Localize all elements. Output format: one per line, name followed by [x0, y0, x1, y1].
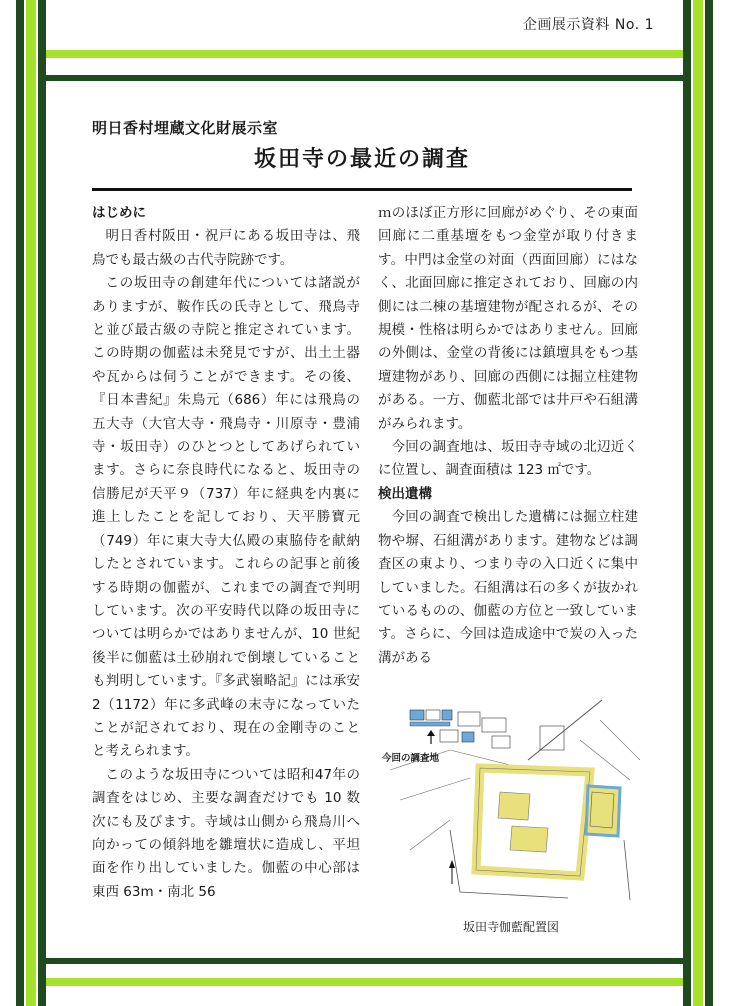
section-heading: はじめに [92, 205, 146, 221]
frame-left-green [26, 0, 36, 1006]
frame-left-dark [16, 0, 24, 1006]
paragraph: ｍのほぼ正方形に回廊がめぐり、その東面回廊に二重基壇をもつ金堂が取り付きます。中門は金堂の対面（西面回廊）にはなく、北面回廊に推定されており、回廊の内側には二棟の基壇建物が配されるが、その規模・性格は明らかではありません。回廊の外側は、金堂の背後には鎮壇具をもつ基壇建物があり、回廊の西側には掘立柱建物がある。一方、伽藍北部では井戸や石組溝がみられます。 [378, 205, 638, 432]
organization-name: 明日香村埋蔵文化財展示室 [92, 119, 279, 137]
paragraph: この坂田寺の創建年代については諸説がありますが、鞍作氏の氏寺として、飛鳥寺と並び最古級の寺院と推定されています。この時期の伽藍は未発見ですが、出土土器や瓦からは伺うことができます。その後、『日本書紀』朱鳥元（686）年には飛鳥の五大寺（大官大寺・飛鳥寺・川原寺・豊浦寺・坂田寺）のひとつとしてあげられています。さらに奈良時代になると、坂田寺の信勝尼が天平９（737）年に経典を内裏に進上したことを記しており、天平勝寶元（749）年に東大寺大仏殿の東脇侍を献納したとされています。これらの記事と前後する時期の伽藍が、これまでの調査で判明しています。次の平安時代以降の坂田寺については明らかではありませんが、10 世紀後半に伽藍は土砂崩れで倒壊していることも判明しています。『多武嶺略記』には承安 2（1172）年に多武峰の末寺になっていたことが記されており、現在の金剛寺のことと考えられます。 [92, 275, 360, 760]
frame-top-dark [46, 75, 683, 81]
site-plan-map [380, 700, 642, 908]
cloister [476, 768, 590, 876]
main-hall [586, 786, 620, 836]
map-caption: 坂田寺伽藍配置図 [462, 920, 559, 934]
left-column [92, 202, 360, 904]
frame-top-green [46, 50, 683, 58]
frame-bottom-dark [46, 958, 683, 964]
frame-bottom-green [46, 978, 683, 986]
paragraph: このような坂田寺については昭和47年の調査をはじめ、主要な調査だけでも 10 数次にも及びます。寺域は山側から飛鳥川へ向かっての傾斜地を雛壇状に造成し、平坦面を作り出していました。伽藍の中心部は東西 63m・南北 56 [92, 766, 360, 900]
title-rule [92, 188, 632, 191]
frame-left-dark-inner [38, 0, 46, 1006]
page-title: 坂田寺の最近の調査 [253, 147, 470, 172]
right-column [378, 202, 638, 670]
arrow-icon [427, 730, 435, 744]
section-heading: 検出遺構 [378, 485, 432, 502]
frame-right-dark-inner [683, 0, 691, 1006]
paragraph: 明日香村阪田・祝戸にある坂田寺は、飛鳥でも最古級の古代寺院跡です。 [92, 228, 360, 268]
frame-right-dark [705, 0, 713, 1006]
north-arrow-icon [449, 860, 455, 884]
survey-site-label: 今回の調査地 [382, 753, 440, 764]
document-number: 企画展示資料 No. 1 [522, 17, 654, 33]
paragraph: 今回の調査地は、坂田寺寺域の北辺近くに位置し、調査面積は 123 ㎡です。 [378, 439, 638, 479]
frame-right-green [693, 0, 703, 1006]
paragraph: 今回の調査で検出した遺構には掘立柱建物や塀、石組溝があります。建物などは調査区の東より、つまり寺の入口近くに集中していました。石組溝は石の多くが抜かれているものの、伽藍の方位と一致しています。さらに、今回は造成途中で炭の入った溝がある [378, 509, 638, 666]
